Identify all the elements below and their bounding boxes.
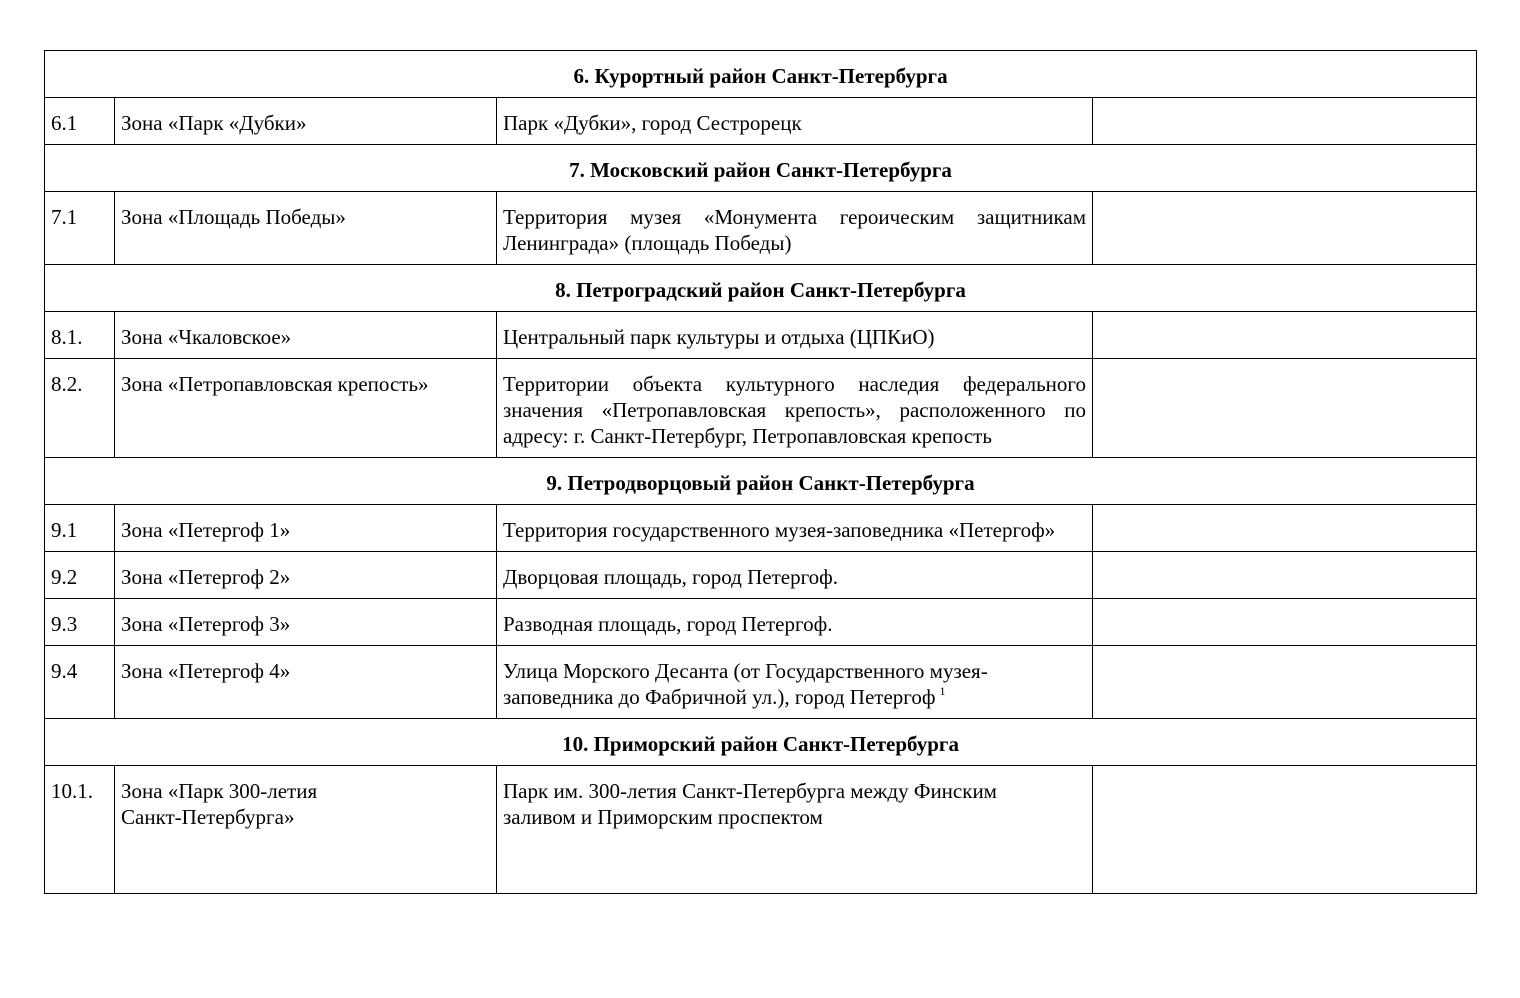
- row-number: 9.4: [45, 646, 115, 719]
- zone-name: Зона «Чкаловское»: [115, 312, 497, 359]
- row-number: 6.1: [45, 98, 115, 145]
- empty-cell: [1093, 599, 1477, 646]
- footnote-marker[interactable]: 1: [939, 684, 946, 698]
- empty-cell: [1093, 552, 1477, 599]
- row-number: 10.1.: [45, 766, 115, 894]
- zone-description: Дворцовая площадь, город Петергоф.: [497, 552, 1093, 599]
- zone-description: Центральный парк культуры и отдыха (ЦПКиО): [497, 312, 1093, 359]
- row-number: 8.1.: [45, 312, 115, 359]
- table-row: [45, 359, 1477, 458]
- zone-description: Территории объекта культурного наследия федерального значения «Петропавловская крепость», расположенного по адресу: г. Санкт-Петербург, Петропавловская крепость: [497, 359, 1093, 458]
- section-header-row: [45, 719, 1477, 766]
- row-number: 9.3: [45, 599, 115, 646]
- table-row: [45, 766, 1477, 894]
- section-header-row: [45, 265, 1477, 312]
- row-number: 7.1: [45, 192, 115, 265]
- table-row: [45, 599, 1477, 646]
- empty-cell: [1093, 359, 1477, 458]
- table-row: [45, 98, 1477, 145]
- table-row: [45, 312, 1477, 359]
- section-heading: 7. Московский район Санкт-Петербурга: [45, 145, 1477, 192]
- row-number: 9.1: [45, 505, 115, 552]
- empty-cell: [1093, 766, 1477, 894]
- section-heading: 9. Петродворцовый район Санкт-Петербурга: [45, 458, 1477, 505]
- zone-name: Зона «Петергоф 4»: [115, 646, 497, 719]
- zones-table: [44, 50, 1477, 894]
- zone-description: Территория музея «Монумента героическим защитникам Ленинграда» (площадь Победы): [497, 192, 1093, 265]
- empty-cell: [1093, 505, 1477, 552]
- zone-name: Зона «Площадь Победы»: [115, 192, 497, 265]
- table-row: [45, 192, 1477, 265]
- row-number: 8.2.: [45, 359, 115, 458]
- row-number: 9.2: [45, 552, 115, 599]
- zone-description: Улица Морского Десанта (от Государственного музея-заповедника до Фабричной ул.), город Петергоф: [503, 659, 988, 709]
- zone-description-cell: [497, 646, 1093, 719]
- zone-description: Парк им. 300-летия Санкт-Петербурга между Финским заливом и Приморским проспектом: [497, 766, 1093, 894]
- zone-description: Разводная площадь, город Петергоф.: [497, 599, 1093, 646]
- section-heading: 8. Петроградский район Санкт-Петербурга: [45, 265, 1477, 312]
- empty-cell: [1093, 192, 1477, 265]
- zone-name: Зона «Петергоф 3»: [115, 599, 497, 646]
- zone-name: Зона «Петергоф 1»: [115, 505, 497, 552]
- table-row: [45, 552, 1477, 599]
- section-header-row: [45, 145, 1477, 192]
- zone-name: Зона «Парк 300-летия Санкт-Петербурга»: [115, 766, 497, 894]
- table-row: [45, 646, 1477, 719]
- zone-name: Зона «Парк «Дубки»: [115, 98, 497, 145]
- section-header-row: [45, 458, 1477, 505]
- zone-name: Зона «Петергоф 2»: [115, 552, 497, 599]
- section-header-row: [45, 51, 1477, 98]
- zone-description: Территория государственного музея-заповедника «Петергоф»: [497, 505, 1093, 552]
- section-heading: 6. Курортный район Санкт-Петербурга: [45, 51, 1477, 98]
- zone-description: Парк «Дубки», город Сестрорецк: [497, 98, 1093, 145]
- section-heading: 10. Приморский район Санкт-Петербурга: [45, 719, 1477, 766]
- empty-cell: [1093, 98, 1477, 145]
- table-row: [45, 505, 1477, 552]
- zone-name: Зона «Петропавловская крепость»: [115, 359, 497, 458]
- empty-cell: [1093, 646, 1477, 719]
- empty-cell: [1093, 312, 1477, 359]
